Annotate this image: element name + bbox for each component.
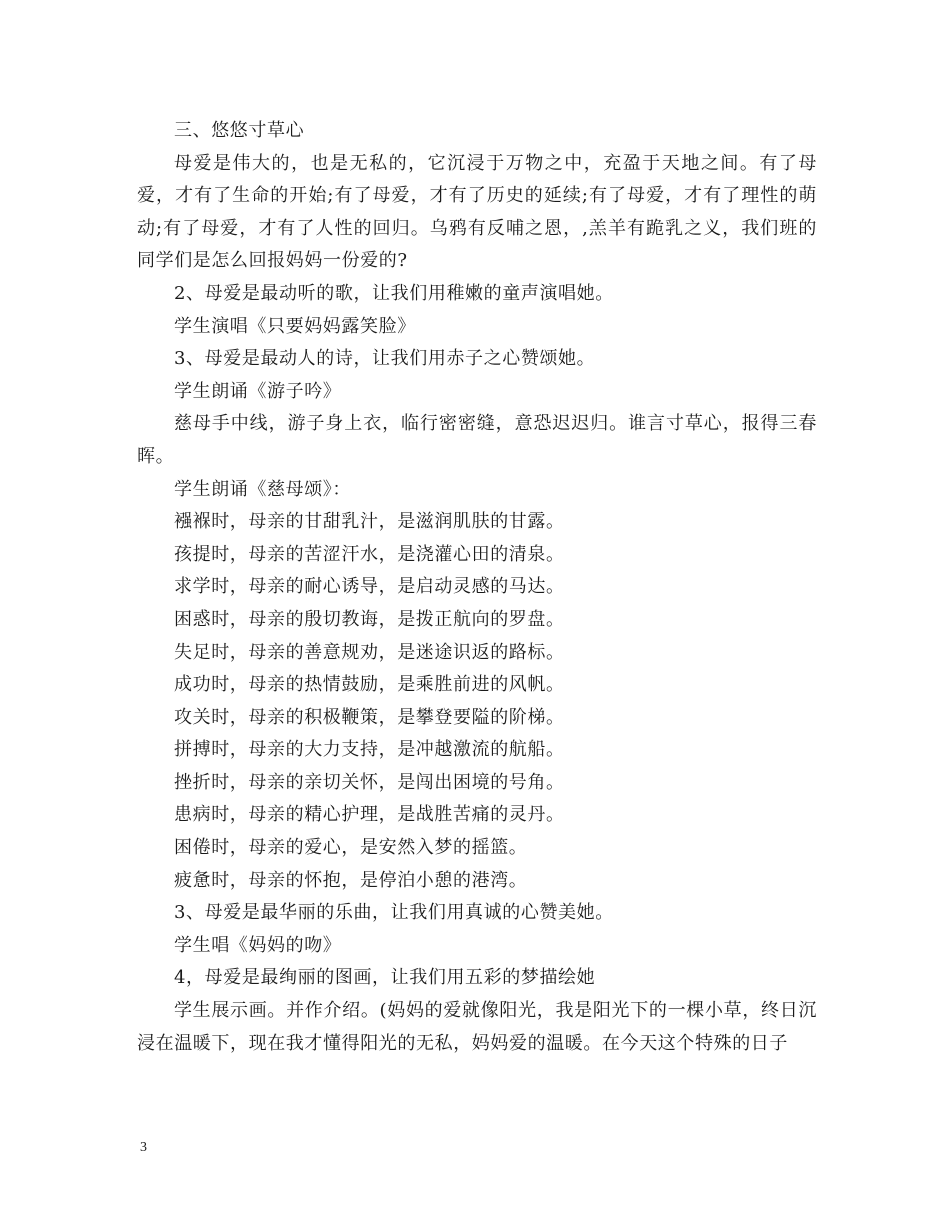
poem-line: 襁褓时，母亲的甘甜乳汁，是滋润肌肤的甘露。 [174, 511, 565, 533]
poem-line: 攻关时，母亲的积极鞭策，是攀登要隘的阶梯。 [174, 706, 565, 728]
paragraph: 慈母手中线，游子身上衣，临行密密缝，意恐迟迟归。谁言寸草心，报得三春晖。 [137, 413, 817, 467]
poem-line: 孩提时，母亲的苦涩汗水，是浇灌心田的清泉。 [174, 543, 565, 565]
body-text [137, 115, 817, 1060]
paragraph: 学生朗诵《慈母颂》： [174, 478, 351, 500]
paragraph: 学生唱《妈妈的吻》 [174, 934, 342, 956]
paragraph: 学生展示画。并作介绍。(妈妈的爱就像阳光，我是阳光下的一棵小草，终日沉浸在温暖下，现在我才懂得阳光的无私，妈妈爱的温暖。在今天这个特殊的日子 [137, 1000, 817, 1054]
paragraph: 母爱是伟大的，也是无私的，它沉浸于万物之中，充盈于天地之间。有了母爱，才有了生命的开始;有了母爱，才有了历史的延续;有了母爱，才有了理性的萌动;有了母爱，才有了人性的回归。乌鸦有反哺之恩，,羔羊有跪乳之义，我们班的同学们是怎么回报妈妈一份爱的? [137, 152, 817, 272]
paragraph: 2、母爱是最动听的歌，让我们用稚嫩的童声演唱她。 [174, 282, 614, 304]
paragraph: 3、母爱是最华丽的乐曲，让我们用真诚的心赞美她。 [174, 902, 614, 924]
poem-line: 患病时，母亲的精心护理，是战胜苦痛的灵丹。 [174, 804, 565, 826]
poem-line: 成功时，母亲的热情鼓励，是乘胜前进的风帆。 [174, 674, 565, 696]
poem-line: 求学时，母亲的耐心诱导，是启动灵感的马达。 [174, 576, 565, 598]
poem-line: 困倦时，母亲的爱心，是安然入梦的摇篮。 [174, 837, 528, 859]
section-heading: 三、悠悠寸草心 [174, 120, 305, 141]
poem-line: 失足时，母亲的善意规劝，是迷途识返的路标。 [174, 641, 565, 663]
page-number: 3 [140, 1140, 147, 1155]
paragraph: 3、母爱是最动人的诗，让我们用赤子之心赞颂她。 [174, 348, 596, 370]
poem-line: 疲惫时，母亲的怀抱，是停泊小憩的港湾。 [174, 869, 528, 891]
paragraph: 学生朗诵《游子吟》 [174, 380, 342, 402]
paragraph: 学生演唱《只要妈妈露笑脸》 [174, 315, 416, 337]
poem-line: 挫折时，母亲的亲切关怀，是闯出困境的号角。 [174, 771, 565, 793]
poem-line: 拼搏时，母亲的大力支持，是冲越激流的航船。 [174, 739, 565, 761]
paragraph: 4，母爱是最绚丽的图画，让我们用五彩的梦描绘她 [174, 967, 596, 989]
poem-line: 困惑时，母亲的殷切教诲，是拨正航向的罗盘。 [174, 608, 565, 630]
